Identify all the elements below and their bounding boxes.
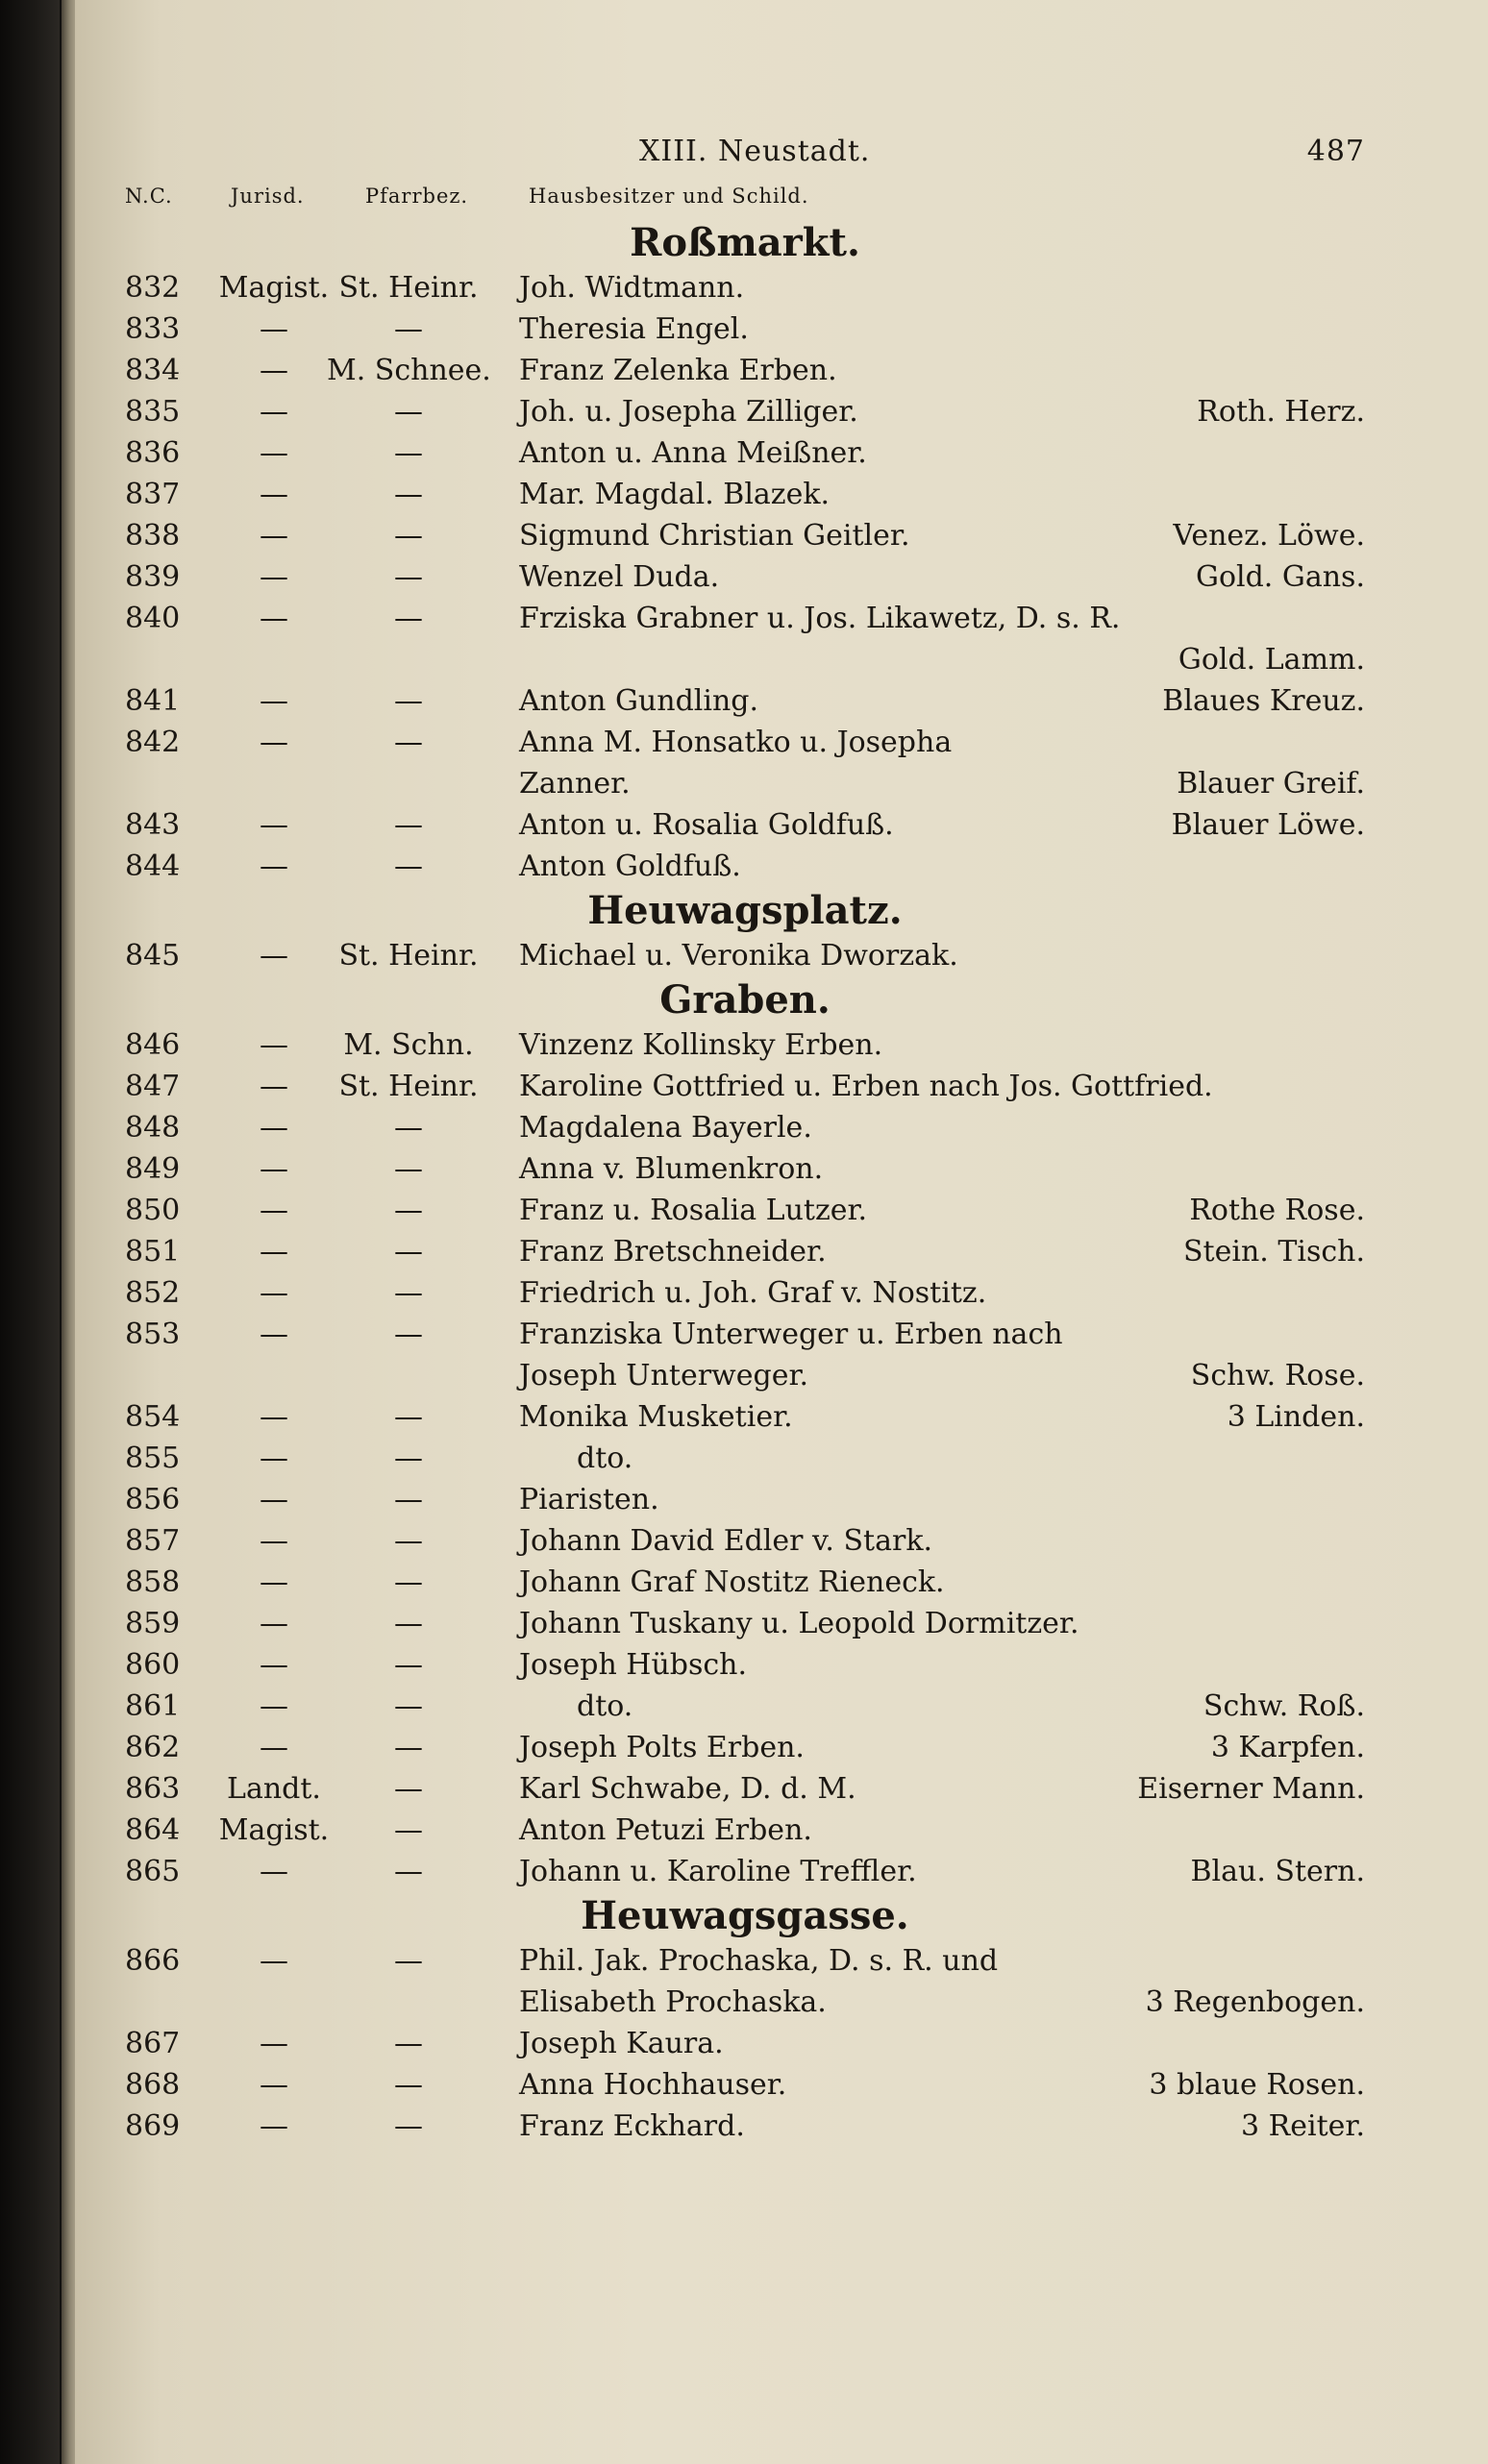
register-row: [125, 1272, 1365, 1314]
register-row: [125, 1438, 1365, 1479]
parish: —: [394, 1731, 423, 1764]
jurisdiction: Magist.: [218, 271, 330, 305]
house-sign: 3 Karpfen.: [1210, 1731, 1365, 1764]
house-number: 842: [125, 726, 181, 759]
house-sign: Blau. Stern.: [1190, 1855, 1365, 1888]
jurisdiction: —: [260, 478, 288, 511]
parish: St. Heinr.: [338, 271, 479, 305]
parish: —: [394, 1772, 423, 1806]
register-row: [125, 1024, 1365, 1066]
section-heading: Roßmarkt.: [630, 220, 860, 265]
house-number: 839: [125, 560, 181, 594]
owner-name: Wenzel Duda.: [519, 560, 720, 594]
jurisdiction: —: [260, 1318, 288, 1351]
owner-name: Franz Eckhard.: [519, 2109, 745, 2143]
jurisdiction: —: [260, 2068, 288, 2102]
house-number: 861: [125, 1689, 181, 1723]
owner-name: dto.: [577, 1441, 633, 1475]
parish: —: [394, 850, 423, 883]
owner-name: Piaristen.: [519, 1483, 659, 1516]
owner-name: Anton u. Rosalia Goldfuß.: [519, 808, 894, 842]
house-number: 837: [125, 478, 181, 511]
register-row: [125, 763, 1365, 804]
house-number: 854: [125, 1400, 181, 1434]
jurisdiction: —: [260, 395, 288, 429]
register-row: [125, 1603, 1365, 1644]
register-row: [125, 722, 1365, 763]
owner-name: Vinzenz Kollinsky Erben.: [519, 1028, 883, 1062]
owner-name: Johann Tuskany u. Leopold Dormitzer.: [519, 1607, 1079, 1640]
owner-name: Anton Petuzi Erben.: [519, 1813, 812, 1847]
register-row: [125, 267, 1365, 308]
jurisdiction: Landt.: [227, 1772, 321, 1806]
parish: —: [394, 2068, 423, 2102]
owner-name: Johann u. Karoline Treffler.: [519, 1855, 917, 1888]
house-number: 855: [125, 1441, 181, 1475]
jurisdiction: —: [260, 808, 288, 842]
col-head-nc: N.C.: [125, 185, 173, 208]
owner-name: Joseph Unterweger.: [519, 1359, 809, 1392]
house-sign: Blauer Löwe.: [1171, 808, 1365, 842]
owner-name: Karoline Gottfried u. Erben nach Jos. Gottfried.: [519, 1070, 1213, 1103]
section-heading: Graben.: [659, 977, 831, 1023]
house-sign: Gold. Gans.: [1195, 560, 1365, 594]
house-number: 834: [125, 354, 181, 387]
register-row: [125, 1768, 1365, 1810]
house-sign: Blaues Kreuz.: [1162, 684, 1365, 718]
section-heading: Heuwagsgasse.: [581, 1893, 909, 1938]
page-content: [125, 135, 1365, 2147]
parish: —: [394, 1565, 423, 1599]
house-number: 862: [125, 1731, 181, 1764]
jurisdiction: —: [260, 436, 288, 470]
owner-name: Anna M. Honsatko u. Josepha: [519, 726, 953, 759]
owner-name: Anton u. Anna Meißner.: [519, 436, 867, 470]
col-head-pfarrbez: Pfarrbez.: [365, 185, 469, 208]
jurisdiction: —: [260, 560, 288, 594]
register-row: [125, 1314, 1365, 1355]
owner-name: Joseph Polts Erben.: [519, 1731, 805, 1764]
parish: —: [394, 436, 423, 470]
owner-name: Karl Schwabe, D. d. M.: [519, 1772, 856, 1806]
jurisdiction: —: [260, 1400, 288, 1434]
parish: —: [394, 602, 423, 635]
house-number: 840: [125, 602, 181, 635]
register-row: [125, 680, 1365, 722]
parish: —: [394, 519, 423, 553]
register-row: [125, 474, 1365, 515]
register-row: [125, 2064, 1365, 2106]
house-number: 863: [125, 1772, 181, 1806]
parish: —: [394, 1813, 423, 1847]
register-row: [125, 1562, 1365, 1603]
register-row: [125, 2106, 1365, 2147]
parish: —: [394, 1111, 423, 1145]
parish: M. Schn.: [343, 1028, 474, 1062]
jurisdiction: —: [260, 1855, 288, 1888]
jurisdiction: Magist.: [218, 1813, 330, 1847]
page-title: XIII. Neustadt.: [639, 135, 871, 168]
register-row: [125, 1644, 1365, 1686]
house-number: 856: [125, 1483, 181, 1516]
page-number: 487: [1306, 135, 1365, 168]
house-sign: Schw. Rose.: [1190, 1359, 1365, 1392]
parish: St. Heinr.: [338, 939, 479, 973]
house-number: 866: [125, 1944, 181, 1978]
register-row: [125, 1396, 1365, 1438]
page-header: [125, 135, 1365, 181]
parish: —: [394, 1648, 423, 1682]
owner-name: Michael u. Veronika Dworzak.: [519, 939, 958, 973]
jurisdiction: —: [260, 2109, 288, 2143]
register-row: [125, 1066, 1365, 1107]
house-number: 846: [125, 1028, 181, 1062]
house-number: 865: [125, 1855, 181, 1888]
house-sign: 3 Regenbogen.: [1145, 1985, 1365, 2019]
owner-name: Sigmund Christian Geitler.: [519, 519, 910, 553]
jurisdiction: —: [260, 1111, 288, 1145]
owner-name: Joh. Widtmann.: [519, 271, 745, 305]
owner-name: Joh. u. Josepha Zilliger.: [519, 395, 858, 429]
house-sign: Venez. Löwe.: [1173, 519, 1365, 553]
register-row: [125, 935, 1365, 976]
owner-name: Anna Hochhauser.: [519, 2068, 787, 2102]
parish: —: [394, 2109, 423, 2143]
jurisdiction: —: [260, 850, 288, 883]
owner-name: Franz Bretschneider.: [519, 1235, 827, 1269]
house-number: 836: [125, 436, 181, 470]
jurisdiction: —: [260, 1441, 288, 1475]
register-row: [125, 350, 1365, 391]
house-number: 850: [125, 1194, 181, 1227]
column-headers: [125, 181, 1365, 219]
owner-name: Johann David Edler v. Stark.: [519, 1524, 933, 1558]
owner-name: Mar. Magdal. Blazek.: [519, 478, 831, 511]
jurisdiction: —: [260, 1070, 288, 1103]
house-sign: Eiserner Mann.: [1137, 1772, 1365, 1806]
house-number: 844: [125, 850, 181, 883]
parish: —: [394, 1276, 423, 1310]
parish: —: [394, 560, 423, 594]
house-number: 835: [125, 395, 181, 429]
jurisdiction: —: [260, 1235, 288, 1269]
jurisdiction: —: [260, 1731, 288, 1764]
parish: —: [394, 1235, 423, 1269]
owner-name: Franziska Unterweger u. Erben nach: [519, 1318, 1063, 1351]
register-row: [125, 1231, 1365, 1272]
jurisdiction: —: [260, 1648, 288, 1682]
house-number: 833: [125, 312, 181, 346]
register-row: [125, 1851, 1365, 1892]
jurisdiction: —: [260, 1607, 288, 1640]
house-number: 845: [125, 939, 181, 973]
parish: —: [394, 726, 423, 759]
owner-name: Anna v. Blumenkron.: [519, 1152, 824, 1186]
register-row: [125, 515, 1365, 556]
house-sign: Stein. Tisch.: [1182, 1235, 1365, 1269]
parish: —: [394, 312, 423, 346]
house-number: 848: [125, 1111, 181, 1145]
house-number: 867: [125, 2027, 181, 2060]
book-spine-shadow: [0, 0, 60, 2464]
owner-name: Frziska Grabner u. Jos. Likawetz, D. s. R.: [519, 602, 1121, 635]
owner-name: Franz Zelenka Erben.: [519, 354, 837, 387]
jurisdiction: —: [260, 684, 288, 718]
register-row: [125, 1686, 1365, 1727]
register-row: [125, 1520, 1365, 1562]
jurisdiction: —: [260, 939, 288, 973]
house-number: 838: [125, 519, 181, 553]
house-sign: Rothe Rose.: [1189, 1194, 1365, 1227]
register-row: [125, 1148, 1365, 1190]
parish: —: [394, 1318, 423, 1351]
parish: —: [394, 1400, 423, 1434]
owner-name: Anton Gundling.: [519, 684, 759, 718]
jurisdiction: —: [260, 1524, 288, 1558]
register-row: [125, 1355, 1365, 1396]
owner-name: Monika Musketier.: [519, 1400, 793, 1434]
house-number: 851: [125, 1235, 181, 1269]
register-row: [125, 556, 1365, 598]
col-head-owner-sign: Hausbesitzer und Schild.: [529, 185, 809, 208]
register-row: [125, 391, 1365, 432]
owner-name: Phil. Jak. Prochaska, D. s. R. und: [519, 1944, 999, 1978]
register-row: [125, 1190, 1365, 1231]
col-head-jurisd: Jurisd.: [231, 185, 305, 208]
book-page: [75, 0, 1488, 2464]
owner-name: Friedrich u. Joh. Graf v. Nostitz.: [519, 1276, 987, 1310]
parish: St. Heinr.: [338, 1070, 479, 1103]
house-number: 859: [125, 1607, 181, 1640]
house-number: 860: [125, 1648, 181, 1682]
jurisdiction: —: [260, 519, 288, 553]
jurisdiction: —: [260, 312, 288, 346]
house-number: 849: [125, 1152, 181, 1186]
house-number: 869: [125, 2109, 181, 2143]
house-number: 868: [125, 2068, 181, 2102]
house-sign: Roth. Herz.: [1197, 395, 1365, 429]
register-row: [125, 1982, 1365, 2023]
house-number: 864: [125, 1813, 181, 1847]
house-number: 847: [125, 1070, 181, 1103]
owner-name: Joseph Kaura.: [519, 2027, 724, 2060]
register-sections: [125, 219, 1365, 2147]
house-sign: 3 Linden.: [1227, 1400, 1365, 1434]
parish: —: [394, 1441, 423, 1475]
register-row: [125, 432, 1365, 474]
parish: —: [394, 808, 423, 842]
jurisdiction: —: [260, 1276, 288, 1310]
house-number: 857: [125, 1524, 181, 1558]
jurisdiction: —: [260, 1944, 288, 1978]
parish: —: [394, 395, 423, 429]
house-sign: Schw. Roß.: [1203, 1689, 1365, 1723]
house-sign: Gold. Lamm.: [1178, 643, 1365, 677]
register-row: [125, 846, 1365, 887]
jurisdiction: —: [260, 602, 288, 635]
register-row: [125, 804, 1365, 846]
owner-name: Johann Graf Nostitz Rieneck.: [519, 1565, 945, 1599]
parish: —: [394, 1152, 423, 1186]
parish: —: [394, 1607, 423, 1640]
register-row: [125, 1479, 1365, 1520]
owner-name: dto.: [577, 1689, 633, 1723]
house-sign: 3 blaue Rosen.: [1149, 2068, 1365, 2102]
parish: M. Schnee.: [327, 354, 491, 387]
register-row: [125, 2023, 1365, 2064]
jurisdiction: —: [260, 726, 288, 759]
register-row: [125, 1810, 1365, 1851]
jurisdiction: —: [260, 1483, 288, 1516]
section-heading: Heuwagsplatz.: [587, 888, 903, 933]
register-row: [125, 639, 1365, 680]
jurisdiction: —: [260, 1689, 288, 1723]
jurisdiction: —: [260, 2027, 288, 2060]
register-row: [125, 1107, 1365, 1148]
parish: —: [394, 1689, 423, 1723]
owner-name: Franz u. Rosalia Lutzer.: [519, 1194, 868, 1227]
owner-name: Theresia Engel.: [519, 312, 749, 346]
jurisdiction: —: [260, 1194, 288, 1227]
parish: —: [394, 1524, 423, 1558]
house-sign: 3 Reiter.: [1241, 2109, 1365, 2143]
register-row: [125, 1940, 1365, 1982]
parish: —: [394, 1944, 423, 1978]
register-row: [125, 1727, 1365, 1768]
house-number: 832: [125, 271, 181, 305]
page-edge: [62, 0, 75, 2464]
jurisdiction: —: [260, 1152, 288, 1186]
owner-name: Elisabeth Prochaska.: [519, 1985, 827, 2019]
parish: —: [394, 1855, 423, 1888]
parish: —: [394, 2027, 423, 2060]
parish: —: [394, 1483, 423, 1516]
register-row: [125, 308, 1365, 350]
parish: —: [394, 478, 423, 511]
house-sign: Blauer Greif.: [1177, 767, 1365, 801]
register-row: [125, 598, 1365, 639]
house-number: 853: [125, 1318, 181, 1351]
owner-name: Magdalena Bayerle.: [519, 1111, 812, 1145]
owner-name: Zanner.: [519, 767, 631, 801]
house-number: 843: [125, 808, 181, 842]
jurisdiction: —: [260, 1028, 288, 1062]
jurisdiction: —: [260, 1565, 288, 1599]
owner-name: Anton Goldfuß.: [519, 850, 741, 883]
parish: —: [394, 1194, 423, 1227]
house-number: 841: [125, 684, 181, 718]
parish: —: [394, 684, 423, 718]
house-number: 858: [125, 1565, 181, 1599]
house-number: 852: [125, 1276, 181, 1310]
jurisdiction: —: [260, 354, 288, 387]
owner-name: Joseph Hübsch.: [519, 1648, 748, 1682]
